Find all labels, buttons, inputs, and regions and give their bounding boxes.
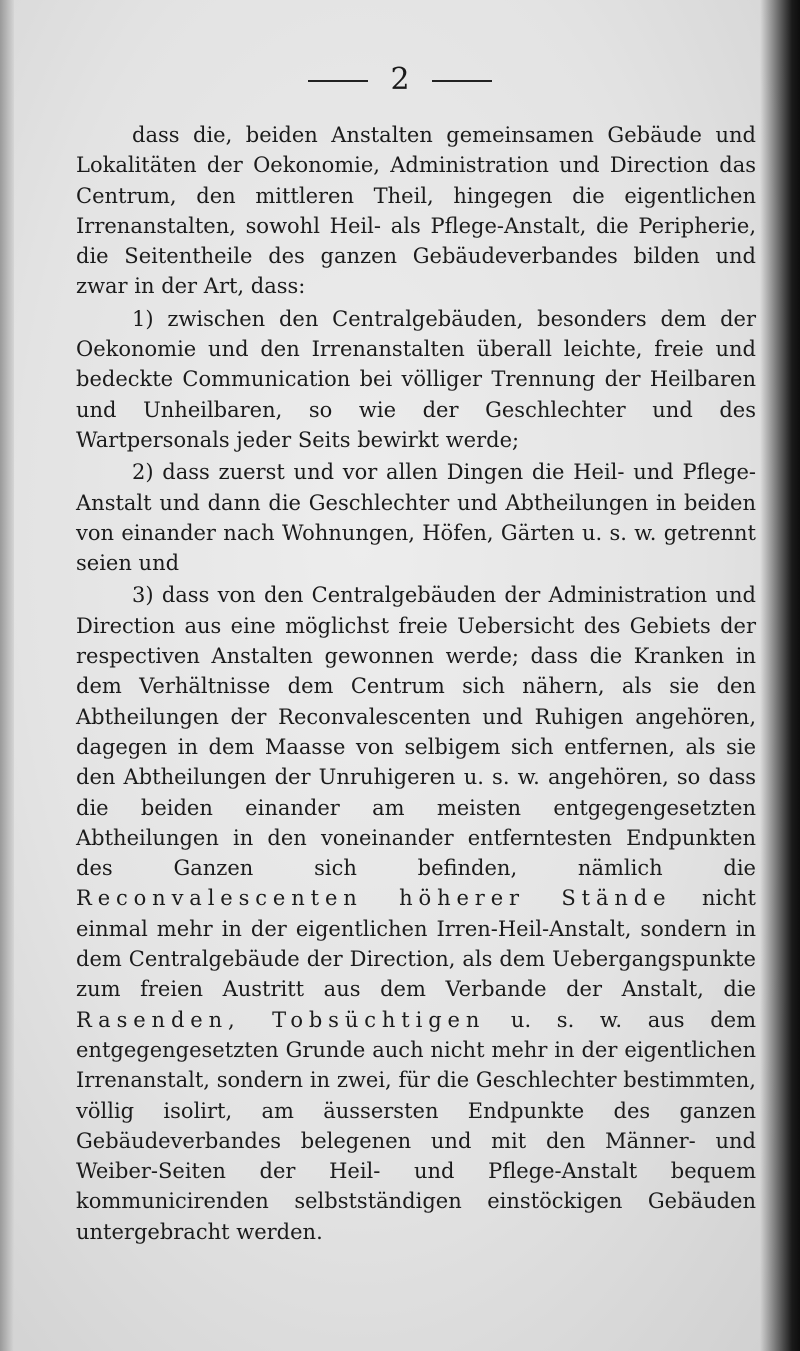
intro-text: dass die, beiden Anstalten gemeinsamen Gebäude und Lokalitäten der Oekonomie, Administration und Direction das Centrum, den mittleren Theil, hingegen die eigentlichen Irrenanstalten, sowohl Heil- als Pflege-Anstalt, die Peripherie, die Seitentheile des ganzen Gebäudeverbandes bilden und zwar in der Art, dass: (76, 123, 756, 299)
item-3-emphasis-rasenden: Rasenden, Tobsüchtigen (76, 1007, 486, 1032)
item-1-paragraph (76, 304, 756, 455)
page-left-shadow (0, 0, 14, 1351)
item-3-text-part1: 3) dass von den Centralgebäuden der Administration und Direction aus eine möglichst freie Uebersicht des Gebiets der respectiven Anstalten gewonnen werde; dass die Kranken in dem Verhältnisse dem Centrum sich nähern, als sie den Abtheilungen der Reconvalescenten und Ruhigen angehören, dagegen in dem Maasse von selbigem sich entfernen, als sie den Abtheilungen der Unruhigeren u. s. w. angehören, so dass die beiden einander am meisten entgegengesetzten Abtheilungen in den voneinander entferntesten Endpunkten des Ganzen sich befinden, nämlich die (76, 583, 756, 881)
item-1-text: 1) zwischen den Centralgebäuden, besonders dem der Oekonomie und den Irrenanstalten überall leichte, freie und bedeckte Communication bei völliger Trennung der Heilbaren und Unheilbaren, so wie der Geschlechter und des Wartpersonals jeder Seits bewirkt werde; (76, 306, 756, 452)
header-rule-left (308, 80, 368, 82)
header-rule-right (432, 80, 492, 82)
intro-paragraph (76, 120, 756, 302)
page-header (0, 62, 800, 97)
item-3-emphasis-reconvalescenten: Reconvalescenten höherer Stände (76, 886, 672, 911)
item-3-text-part3: u. s. w. aus dem entgegengesetzten Grunde auch nicht mehr in der eigentlichen Irrenanstalt, sondern in zwei, für die Geschlechter bestimmten, völlig isolirt, am äussersten Endpunkte des ganzen Gebäudeverbandes belegenen und mit den Männer- und Weiber-Seiten der Heil- und Pflege-Anstalt bequem kommunicirenden selbstständigen einstöckigen Gebäuden untergebracht werden. (76, 1007, 756, 1244)
item-2-text: 2) dass zuerst und vor allen Dingen die Heil- und Pflege-Anstalt und dann die Geschlechter und Abtheilungen in beiden von einander nach Wohnungen, Höfen, Gärten u. s. w. getrennt seien und (76, 460, 756, 576)
item-2-paragraph (76, 457, 756, 578)
page-right-shadow (760, 0, 800, 1351)
body-text (76, 120, 756, 1247)
item-3-paragraph (76, 580, 756, 1247)
page-number: 2 (390, 62, 410, 97)
item-3-text-part2: nicht einmal mehr in der eigentlichen Irren-Heil-Anstalt, sondern in dem Centralgebäude der Direction, als dem Uebergangspunkte zum freien Austritt aus dem Verbande der Anstalt, die (76, 886, 756, 1002)
